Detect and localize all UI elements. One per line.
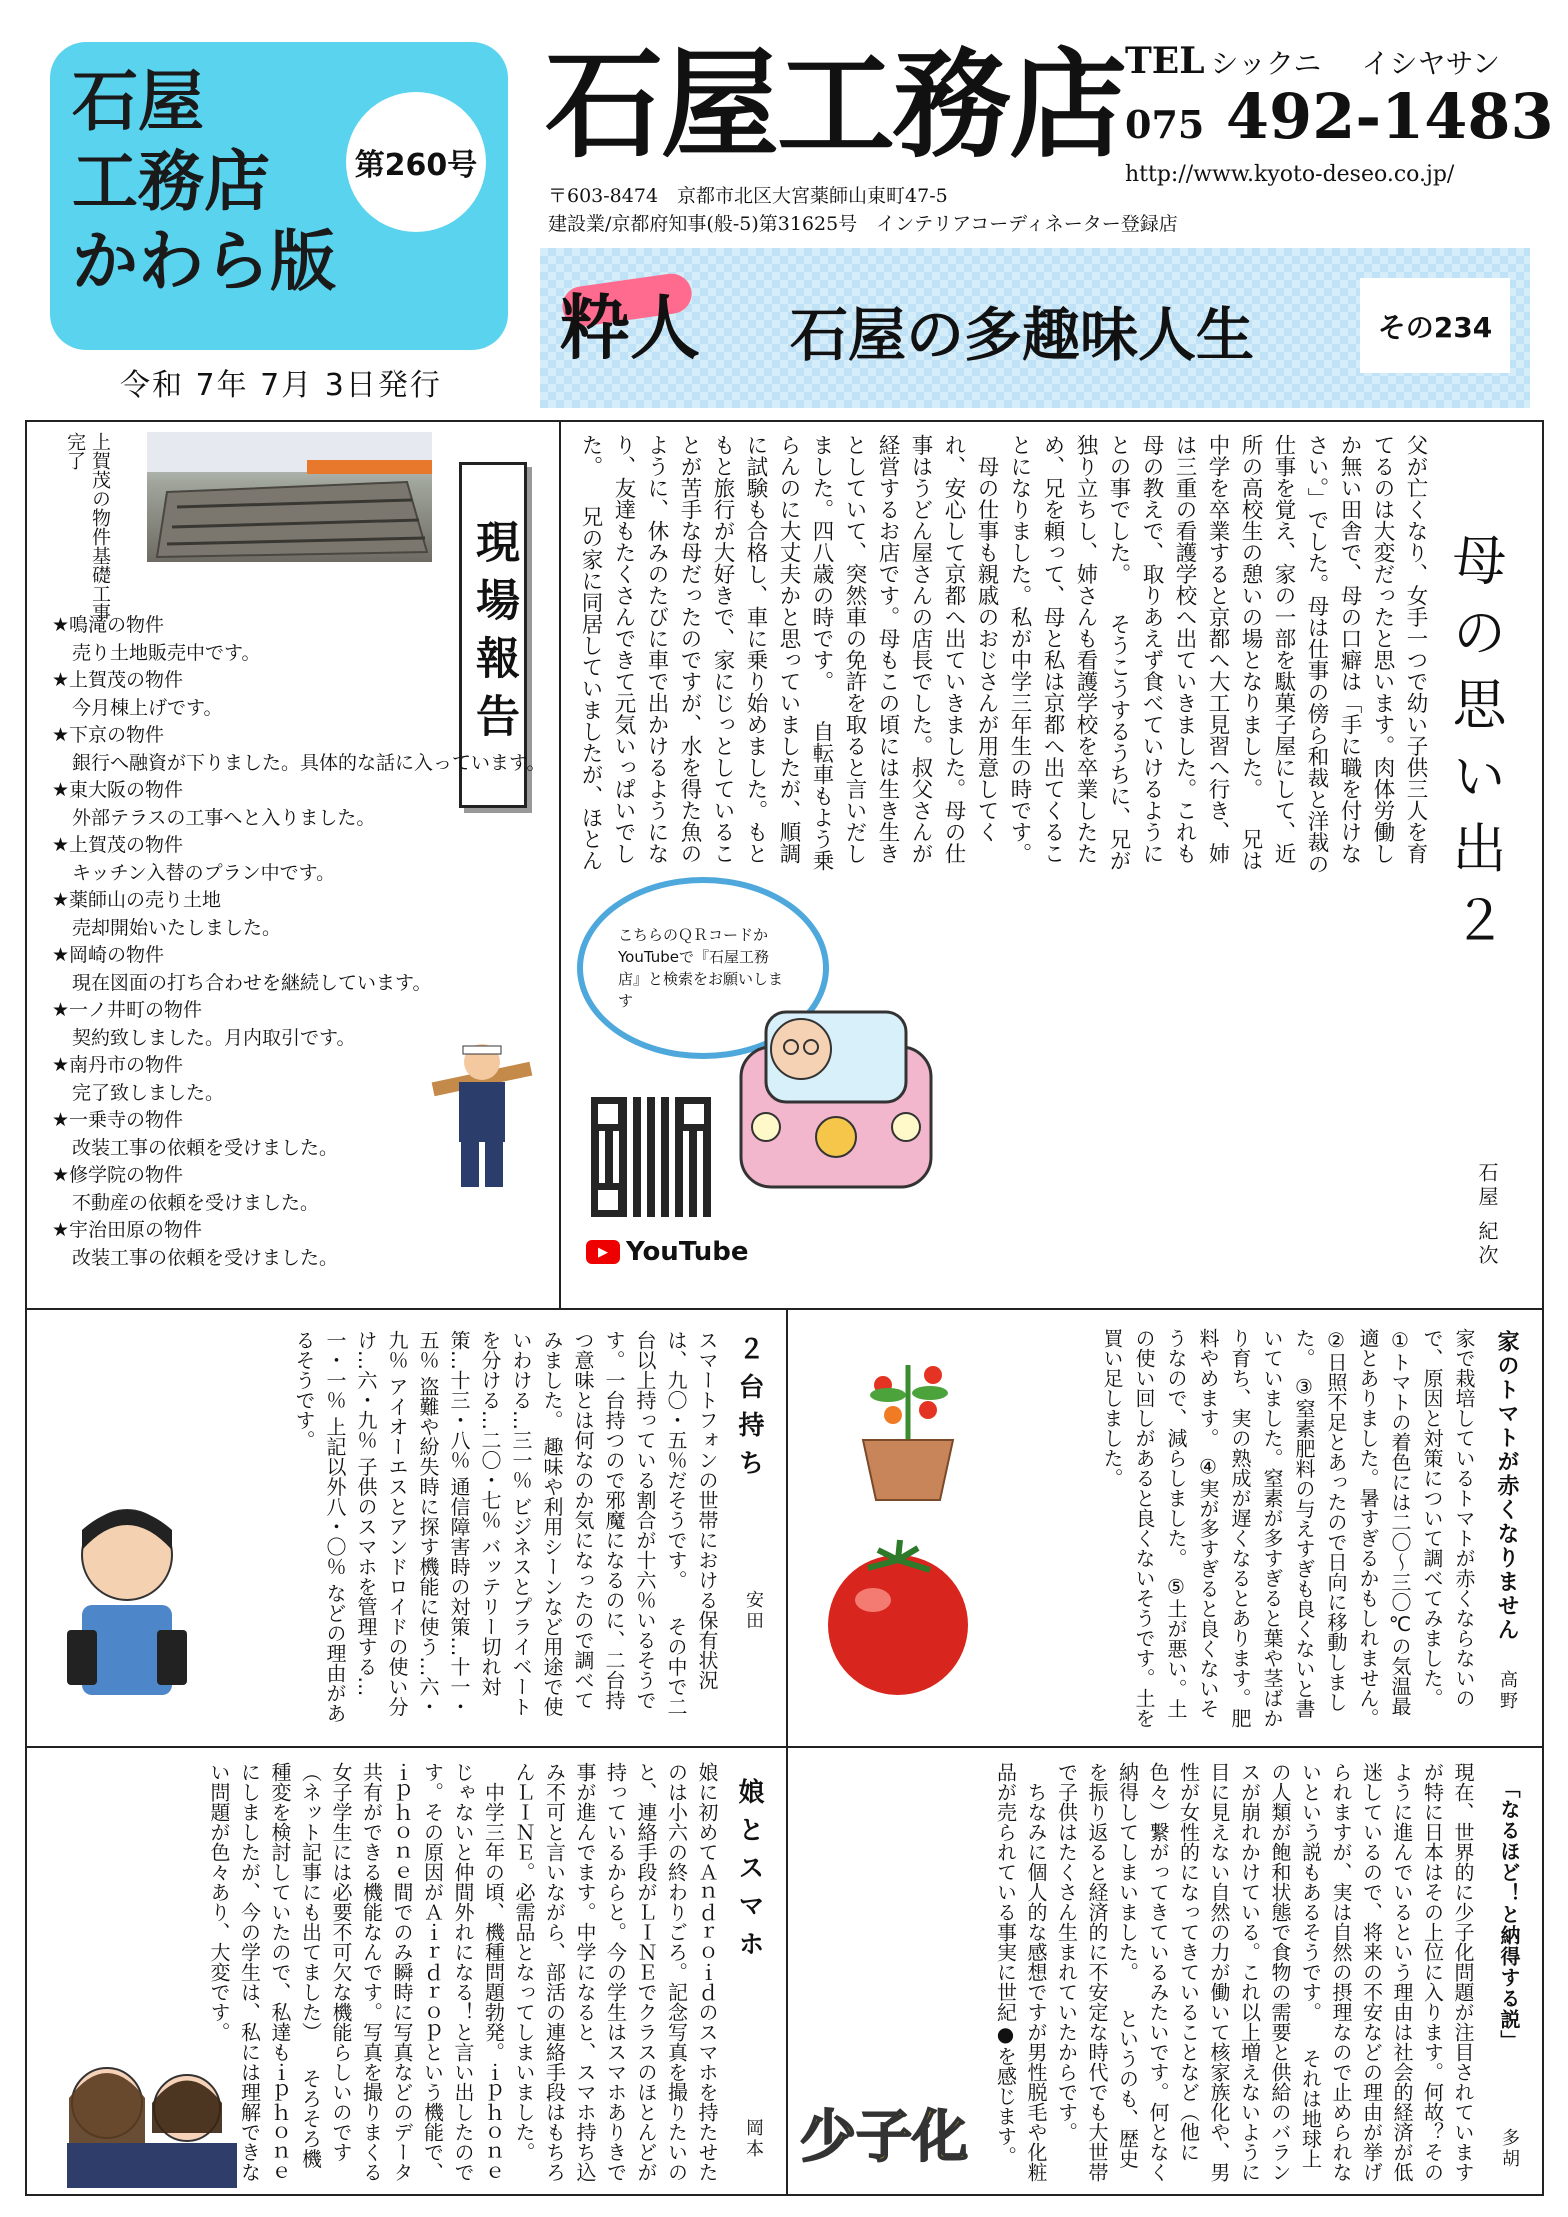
- memoir-panel: [559, 420, 1544, 1310]
- site-report-title: 現場報告: [468, 519, 519, 751]
- population-panel: [786, 1746, 1544, 2196]
- tomato-body-text: 家で栽培しているトマトが赤くならないので、原因と対策について調べてみました。 ①トマトの着色には二〇～三〇℃の気温最適とありました。暑すぎるかもしれません。 ②日照不足とあったので日向に移動しました。 ③窒素肥料の与えすぎも良くないと書いていました。窒素が多すぎると葉や茎ばかり育ち、実の熟成が遅くなるとあります。肥料やめます。 ④実が多すぎると良くないそうなので、減らしました。 ⑤土が悪い。土の使い回しがあると良くないそうです。土を買い足しました。: [1100, 1328, 1476, 1728]
- property-name: ★ 薬師山の売り土地: [52, 887, 552, 915]
- qr-finder: [677, 1097, 711, 1131]
- column-banner: [540, 248, 1530, 408]
- company-logo: 石屋工務店: [545, 35, 1126, 174]
- list-item: [52, 887, 552, 942]
- tel-mnemonic-1: シックニ: [1210, 47, 1322, 80]
- youtube-play-icon: ▶: [586, 1240, 620, 1264]
- property-status: 現在図面の打ち合わせを継続しています。: [72, 971, 432, 994]
- population-body-text: 現在、世界的に少子化問題が注目されていますが特に日本はその上位に入ります。何故？そのように進んでいるという理由は社会的経済が低迷しているので、将来の不安などの理由が挙げられますが、実は自然の摂理なので止められないという説もあるそうです。 それは地球上の人類が飽和状態で食物の需要と供給のバランスが崩れかけている。これ以上増えないように目に見えない自然の力が働いて核家族化や、男性が女性的になってきていることなど（他に色々）繋がってきているみたいです。何となく納得してしまいました。 というのも、歴史を振り返ると経済的に不安定な時代でも大世帯で子供はたくさん生まれていたからです。 ちなみに個人的な感想ですが男性脱毛や化粧品が売られている事実に世紀●を感じます。: [993, 1762, 1475, 2182]
- tomato-panel: [786, 1308, 1544, 1748]
- carpenter-illustration: [427, 1032, 537, 1192]
- students-selfie-illustration: [47, 2048, 247, 2188]
- memoir-body-upper: [572, 434, 1432, 882]
- list-item: [52, 612, 552, 667]
- list-item: [52, 832, 552, 887]
- company-address: [548, 182, 1178, 238]
- daughter-title: 娘とスマホ: [734, 1778, 764, 1968]
- property-status: 完了致しました。: [72, 1081, 225, 1104]
- tel-label: [1125, 40, 1554, 82]
- banner-subtitle: 石屋の多趣味人生: [790, 301, 1255, 369]
- property-name: ★ 修学院の物件: [52, 1162, 552, 1190]
- property-status: 売却開始いたしました。: [72, 916, 282, 939]
- property-status: キッチン入替のプラン中です。: [72, 861, 336, 884]
- memoir-author: 石屋 紀次: [1475, 1162, 1499, 1269]
- person-with-phones-illustration: [52, 1490, 202, 1700]
- list-item: [52, 1217, 552, 1272]
- list-item: [52, 777, 552, 832]
- memoir-title: 母の思い出２: [1444, 532, 1507, 964]
- property-name: ★ 鳴滝の物件: [52, 612, 552, 640]
- tomato-body: [1025, 1328, 1480, 1728]
- newsletter-name-line1: 石屋: [72, 63, 204, 140]
- property-status: 契約致しました。月内取引です。: [72, 1026, 356, 1049]
- property-name: ★ 上賀茂の物件: [52, 667, 552, 695]
- address-line: 〒603-8474 京都市北区大宮薬師山東町47-5: [548, 185, 948, 207]
- tomato-photo: [808, 1530, 988, 1700]
- list-item: [52, 667, 552, 722]
- shoshika-illustration-text: 少子化: [800, 2105, 968, 2170]
- property-name: ★ 東大阪の物件: [52, 777, 552, 805]
- tomato-title: 家のトマトが赤くなりません: [1494, 1330, 1519, 1642]
- memoir-body-text: 父が亡くなり、女手一つで幼い子供三人を育てるのは大変だったと思います。肉体労働しか無い田舎で、母の口癖は「手に職を付けなさい。」でした。母は仕事の傍ら和裁と洋裁の仕事を覚え、家の一部を駄菓子屋にして、近所の高校生の憩いの場となりました。 兄は中学を卒業すると京都へ大工見習へ行き、姉は三重の看護学校へ出ていきました。これも母の教えで、取りあえず食べていけるようにとの事でした。 そうこうするうちに、兄が独り立ちし、姉さんも看護学校を卒業したため、兄を頼って、母と私は京都へ出てくることになりました。私が中学三年生の時です。 母の仕事も親戚のおじさんが用意してくれ、安心して京都へ出ていきました。母の仕事はうどん屋さんの店長でした。叔父さんが経営するお店です。母もこの頃には生き生きとしていて、突然車の免許を取ると言いだしました。四八歳の時です。 自転車もよう乗らんのに大丈夫かと思っていましたが、順調に試験も合格し、車に乗り始めました。もともと旅行が大好きで、家にじっとしていることが苦手な母だったのですが、水を得た魚のように、休みのたびに車で出かけるようになり、友達もたくさんできて元気いっぱいでした。 兄の家に同居していましたが、ほとん: [578, 434, 1428, 875]
- population-title: 「なるほど！と納得する説」: [1497, 1778, 1521, 2051]
- qr-finder: [591, 1183, 625, 1217]
- phone-main-number: 492-1483: [1225, 80, 1554, 153]
- property-status: 改装工事の依頼を受けました。: [72, 1246, 339, 1269]
- list-item: [52, 722, 552, 777]
- elderly-driver-illustration: [731, 987, 941, 1202]
- newsletter-name: [72, 62, 336, 302]
- property-name: ★ 一ノ井町の物件: [52, 997, 552, 1025]
- youtube-label: YouTube: [626, 1237, 749, 1267]
- list-item: [52, 942, 552, 997]
- license-line: 建設業/京都府知事(般-5)第31625号 インテリアコーディネーター登録店: [548, 213, 1178, 235]
- property-name: ★ 宇治田原の物件: [52, 1217, 552, 1245]
- tomato-plant-illustration: [838, 1345, 978, 1505]
- banner-episode: その234: [1360, 278, 1510, 373]
- property-status: 不動産の依頼を受けました。: [72, 1191, 320, 1214]
- property-name: ★ 一乗寺の物件: [52, 1107, 552, 1135]
- smartphone-author: 安田: [743, 1590, 764, 1632]
- property-status: 銀行へ融資が下りました。具体的な話に入っています。: [72, 751, 546, 774]
- newsletter-name-line3: かわら版: [72, 223, 336, 300]
- qr-code[interactable]: [591, 1097, 711, 1217]
- phone-number[interactable]: [1125, 82, 1554, 160]
- issue-number: 第260号: [346, 92, 486, 232]
- issue-box: [50, 42, 508, 350]
- site-report-panel: [25, 420, 561, 1310]
- population-author: 多胡: [1499, 2128, 1520, 2170]
- tel-mnemonic-2: イシヤサン: [1361, 47, 1501, 80]
- photo-caption: 上賀茂の物件基礎工事完了: [64, 432, 111, 622]
- daughter-panel: [25, 1746, 788, 2196]
- property-status: 外部テラスの工事へと入りました。: [72, 806, 376, 829]
- property-name: ★ 上賀茂の物件: [52, 832, 552, 860]
- banner-title: 粋人: [560, 287, 700, 369]
- qr-caption: こちらのＱＲコードかYouTubeで『石屋工務店』と検索をお願いします: [618, 926, 784, 1010]
- property-name: ★ 岡崎の物件: [52, 942, 552, 970]
- construction-site-image: [147, 432, 432, 562]
- property-status: 今月棟上げです。: [72, 696, 223, 719]
- property-name: ★ 下京の物件: [52, 722, 552, 750]
- property-status: 売り土地販売中です。: [72, 641, 261, 664]
- tomato-author: 高野: [1497, 1670, 1518, 1712]
- property-status: 改装工事の依頼を受けました。: [72, 1136, 339, 1159]
- qr-finder: [591, 1097, 625, 1131]
- website-link[interactable]: http://www.kyoto-deseo.co.jp/: [1125, 162, 1455, 187]
- smartphone-panel: [25, 1308, 788, 1748]
- contact-block: [1125, 40, 1554, 187]
- smartphone-body-text: スマートフォンの世帯における保有状況は、九〇・五％だそうです。 その中で二台以上持っている割合が十六％いるそうです。一台持つので邪魔になるのに、二台持つ意味とは何なのか気になったので調べてみました。 趣味や利用シーンなど用途で使いわける…三一％ ビジネスとプライベートを分ける…二〇・七％ バッテリー切れ対策…十三・八％ 通信障害時の対策…十一・五％ 盗難や紛失時に探す機能に使う…六・九％ アイオーエスとアンドロイドの使い分け…六・九％ 子供のスマホを管理する…一・一％ 上記以外八・〇％ などの理由があるそうです。: [292, 1330, 719, 1723]
- publish-date: 令和 7年 7月 3日発行: [120, 368, 442, 403]
- daughter-author: 岡本: [743, 2118, 764, 2160]
- daughter-body-text: 娘に初めてＡｎｄｒｏｉｄのスマホを持たせたのは小六の終わりごろ。記念写真を撮りたいのと、連絡手段がＬＩＮＥでクラスのほとんどが持っているからと。今の学生はスマホありきで事が進んでます。中学になると、スマホ持ち込み不可と言いながら、部活の連絡手段はもちろんＬＩＮＥ。必需品となってしまいました。 中学三年の頃、機種問題勃発。ｉｐｈｏｎｅじゃないと仲間外れになる！と言い出したのです。その原因がＡｉｒｄｒｏｐという機能で、ｉｐｈｏｎｅ間でのみ瞬時に写真などのデータ共有ができる機能なんです。写真を撮りまくる女子学生には必要不可欠な機能らしいのです（ネット記事にも出てました） そろそろ機種変を検討していたので、私達もｉｐｈｏｎｅにしましたが、今の学生は、私には理解できない問題が色々あり、大変です。: [207, 1762, 719, 2182]
- smartphone-title: ２台持ち: [734, 1335, 764, 1487]
- foundation-photo: [147, 432, 432, 562]
- youtube-link[interactable]: [586, 1237, 748, 1267]
- property-name: ★ 南丹市の物件: [52, 1052, 552, 1080]
- tel-prefix: TEL: [1125, 40, 1205, 82]
- newsletter-name-line2: 工務店: [72, 143, 270, 220]
- phone-area-code: 075: [1125, 102, 1205, 147]
